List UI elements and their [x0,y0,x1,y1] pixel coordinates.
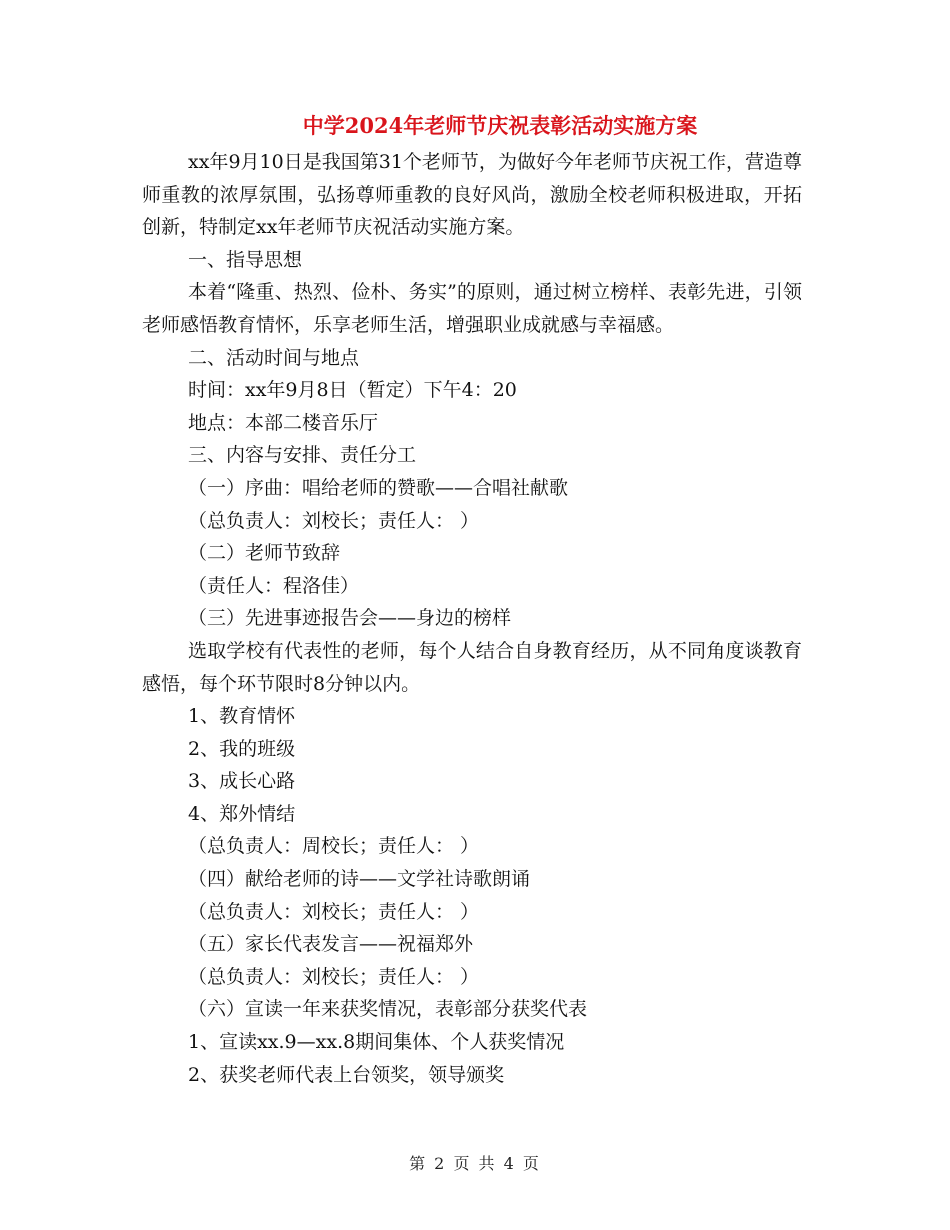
report-paragraph: 选取学校有代表性的老师，每个人结合自身教育经历，从不同角度谈教育感悟，每个环节限时8分钟以内。 [142,639,802,695]
location-line: 地点：本部二楼音乐厅 [188,411,379,434]
responsibility-line: （总负责人：刘校长；责任人： ） [188,509,480,532]
page-footer: 第 2 页 共 4 页 [409,1154,541,1173]
principle-paragraph: 本着“隆重、热烈、俭朴、务实”的原则，通过树立榜样、表彰先进，引领老师感悟教育情怀，乐享老师生活，增强职业成就感与幸福感。 [142,281,802,336]
responsibility-line: （总负责人：周校长；责任人： ） [188,835,480,858]
agenda-item: （三）先进事迹报告会——身边的榜样 [188,607,512,630]
agenda-item: （二）老师节致辞 [188,542,341,565]
agenda-item: （一）序曲：唱给老师的赞歌——合唱社献歌 [188,476,569,499]
document-title: 中学2024年老师节庆祝表彰活动实施方案 [302,113,698,138]
list-item: 2、获奖老师代表上台领奖，领导颁奖 [188,1063,505,1086]
document-body [142,146,802,1091]
responsibility-line: （总负责人：刘校长；责任人： ） [188,900,480,923]
time-line: 时间：xx年9月8日（暂定）下午4：20 [188,379,517,402]
agenda-item: （六）宣读一年来获奖情况，表彰部分获奖代表 [188,998,588,1021]
responsibility-line: （总负责人：刘校长；责任人： ） [188,965,480,988]
agenda-item: （四）献给老师的诗——文学社诗歌朗诵 [188,868,531,891]
section-heading: 三、内容与安排、责任分工 [188,444,417,467]
section-heading: 一、指导思想 [188,248,303,271]
list-item: 3、成长心路 [188,770,296,793]
agenda-item: （五）家长代表发言——祝福郑外 [188,933,474,956]
responsibility-line: （责任人：程洛佳） [188,574,360,597]
list-item: 2、我的班级 [188,737,296,760]
list-item: 1、教育情怀 [188,705,296,728]
list-item: 1、宣读xx.9—xx.8期间集体、个人获奖情况 [188,1031,565,1054]
intro-paragraph: xx年9月10日是我国第31个老师节，为做好今年老师节庆祝工作，营造尊师重教的浓厚氛围，弘扬尊师重教的良好风尚，激励全校老师积极进取，开拓创新，特制定xx年老师节庆祝活动实施方案。 [142,151,802,239]
list-item: 4、郑外情结 [188,802,296,825]
section-heading: 二、活动时间与地点 [188,346,360,369]
